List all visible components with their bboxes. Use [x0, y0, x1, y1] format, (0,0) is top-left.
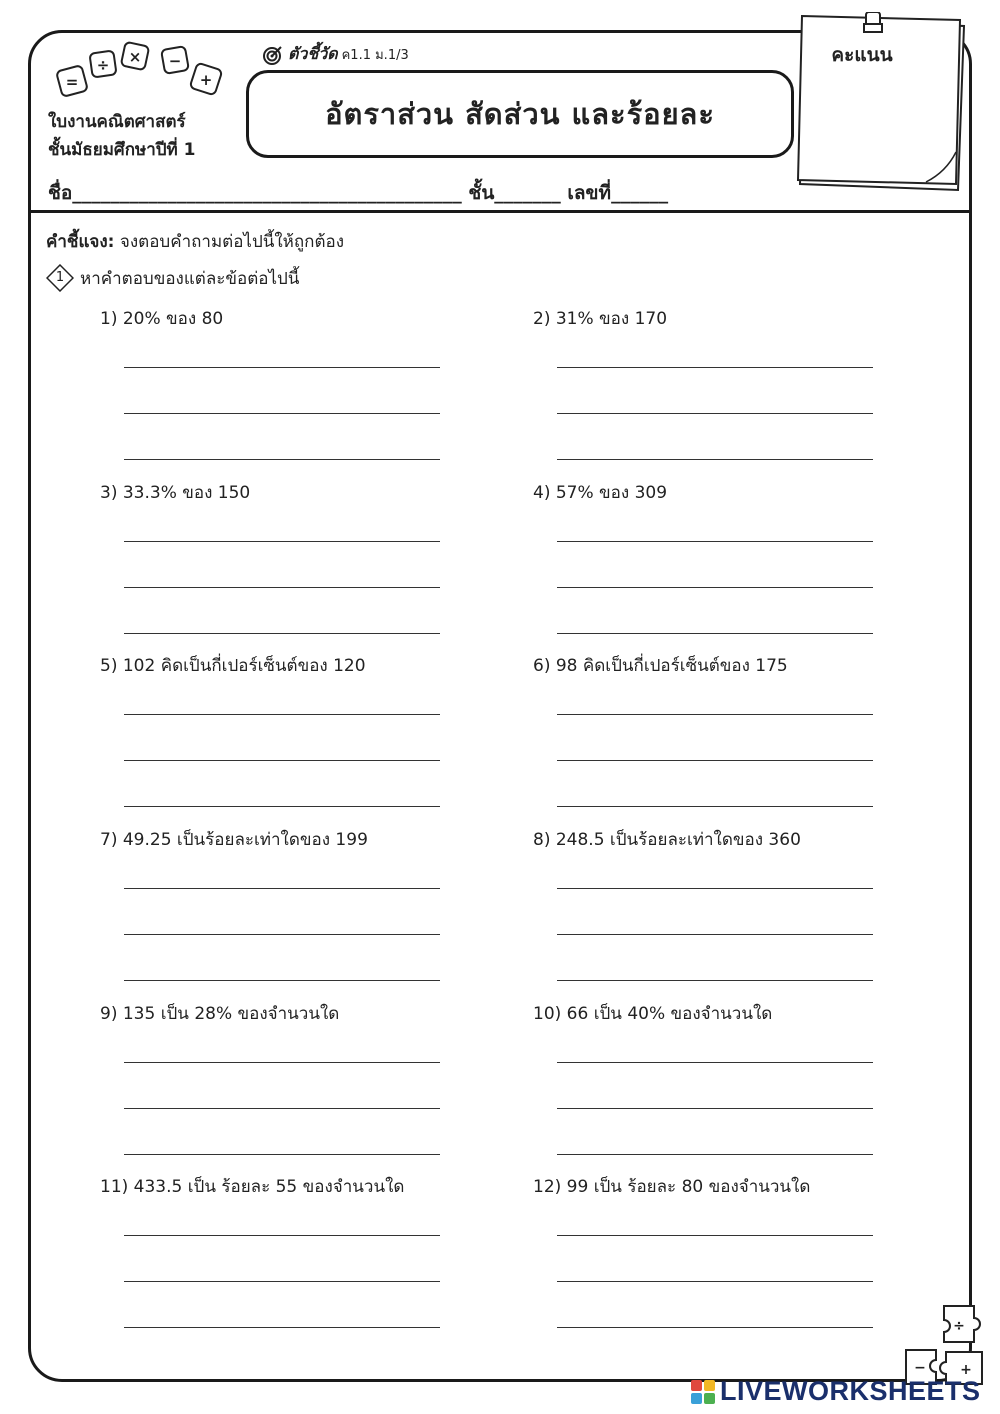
question-6 [533, 652, 953, 679]
answer-line[interactable] [124, 367, 440, 368]
question-text: 3) 33.3% ของ 150 [100, 483, 251, 503]
answer-line[interactable] [557, 1108, 873, 1109]
answer-line[interactable] [557, 1327, 873, 1328]
answer-line[interactable] [557, 541, 873, 542]
question-3 [100, 479, 520, 506]
instruction-label: คำชี้แจง: [46, 232, 115, 252]
answer-line[interactable] [124, 934, 440, 935]
worksheet-title: อัตราส่วน สัดส่วน และร้อยละ [325, 97, 715, 131]
answer-line[interactable] [124, 459, 440, 460]
question-text: 6) 98 คิดเป็นกี่เปอร์เซ็นต์ของ 175 [533, 656, 788, 676]
answer-line[interactable] [557, 633, 873, 634]
question-text: 11) 433.5 เป็น ร้อยละ 55 ของจำนวนใด [100, 1177, 405, 1197]
answer-line[interactable] [124, 1062, 440, 1063]
instruction-text: จงตอบคำถามต่อไปนี้ให้ถูกต้อง [114, 232, 345, 252]
answer-line[interactable] [557, 934, 873, 935]
liveworksheets-watermark[interactable] [690, 1376, 981, 1407]
answer-line[interactable] [557, 1062, 873, 1063]
answer-line[interactable] [124, 714, 440, 715]
answer-line[interactable] [124, 1154, 440, 1155]
answer-line[interactable] [557, 459, 873, 460]
question-1 [100, 305, 520, 332]
question-5 [100, 652, 520, 679]
question-text: 10) 66 เป็น 40% ของจำนวนใด [533, 1004, 773, 1024]
binder-clip-icon [864, 12, 882, 32]
answer-line[interactable] [124, 633, 440, 634]
question-12 [533, 1173, 953, 1200]
answer-line[interactable] [124, 888, 440, 889]
answer-line[interactable] [557, 413, 873, 414]
question-text: 5) 102 คิดเป็นกี่เปอร์เซ็นต์ของ 120 [100, 656, 366, 676]
svg-text:×: × [128, 48, 142, 66]
watermark-text: LIVEWORKSHEETS [720, 1376, 981, 1406]
svg-text:÷: ÷ [953, 1318, 965, 1334]
question-text: 4) 57% ของ 309 [533, 483, 668, 503]
answer-line[interactable] [557, 760, 873, 761]
answer-line[interactable] [124, 980, 440, 981]
question-8 [533, 826, 953, 853]
answer-line[interactable] [124, 413, 440, 414]
question-text: 12) 99 เป็น ร้อยละ 80 ของจำนวนใด [533, 1177, 811, 1197]
section-text: หาคำตอบของแต่ละข้อต่อไปนี้ [80, 268, 300, 289]
liveworksheets-logo-icon [690, 1379, 716, 1405]
answer-line[interactable] [557, 806, 873, 807]
question-11 [100, 1173, 520, 1200]
indicator-code: ค1.1 ม.1/3 [341, 48, 409, 63]
question-text: 9) 135 เป็น 28% ของจำนวนใด [100, 1004, 340, 1024]
svg-text:+: + [199, 71, 213, 89]
indicator-label: ตัวชี้วัด [288, 44, 338, 63]
answer-line[interactable] [557, 714, 873, 715]
subject-line-1: ใบงานคณิตศาสตร์ [48, 112, 186, 132]
answer-line[interactable] [124, 760, 440, 761]
instruction [46, 228, 344, 255]
question-9 [100, 1000, 520, 1027]
svg-text:+: + [960, 1362, 972, 1378]
answer-line[interactable] [124, 1281, 440, 1282]
title-box [246, 70, 794, 158]
answer-line[interactable] [124, 587, 440, 588]
question-2 [533, 305, 953, 332]
answer-line[interactable] [124, 1235, 440, 1236]
question-text: 1) 20% ของ 80 [100, 309, 224, 329]
subject-heading [48, 108, 196, 164]
question-10 [533, 1000, 953, 1027]
answer-line[interactable] [124, 1327, 440, 1328]
math-dice-icon [55, 40, 225, 110]
answer-line[interactable] [557, 1281, 873, 1282]
answer-line[interactable] [124, 1108, 440, 1109]
answer-line[interactable] [557, 1154, 873, 1155]
subject-line-2: ชั้นมัธยมศึกษาปีที่ 1 [48, 140, 196, 160]
answer-line[interactable] [557, 1235, 873, 1236]
score-label: คะแนน [831, 44, 893, 66]
answer-line[interactable] [557, 587, 873, 588]
question-text: 8) 248.5 เป็นร้อยละเท่าใดของ 360 [533, 830, 801, 850]
question-7 [100, 826, 520, 853]
svg-text:=: = [65, 73, 79, 91]
question-text: 7) 49.25 เป็นร้อยละเท่าใดของ 199 [100, 830, 368, 850]
section-number-badge [46, 264, 74, 292]
svg-text:−: − [914, 1360, 926, 1376]
question-text: 2) 31% ของ 170 [533, 309, 668, 329]
answer-line[interactable] [557, 888, 873, 889]
svg-text:−: − [168, 52, 182, 70]
student-info-row[interactable]: ชื่อ_________________________________________ ชั้น_______ เลขที่______ [48, 182, 669, 204]
indicator [262, 42, 409, 67]
question-4 [533, 479, 953, 506]
answer-line[interactable] [557, 980, 873, 981]
answer-line[interactable] [124, 541, 440, 542]
answer-line[interactable] [124, 806, 440, 807]
svg-text:÷: ÷ [96, 56, 110, 74]
section-heading [46, 264, 299, 292]
answer-line[interactable] [557, 367, 873, 368]
header-divider [28, 210, 972, 213]
target-icon [262, 44, 284, 66]
section-number: 1 [55, 270, 65, 285]
